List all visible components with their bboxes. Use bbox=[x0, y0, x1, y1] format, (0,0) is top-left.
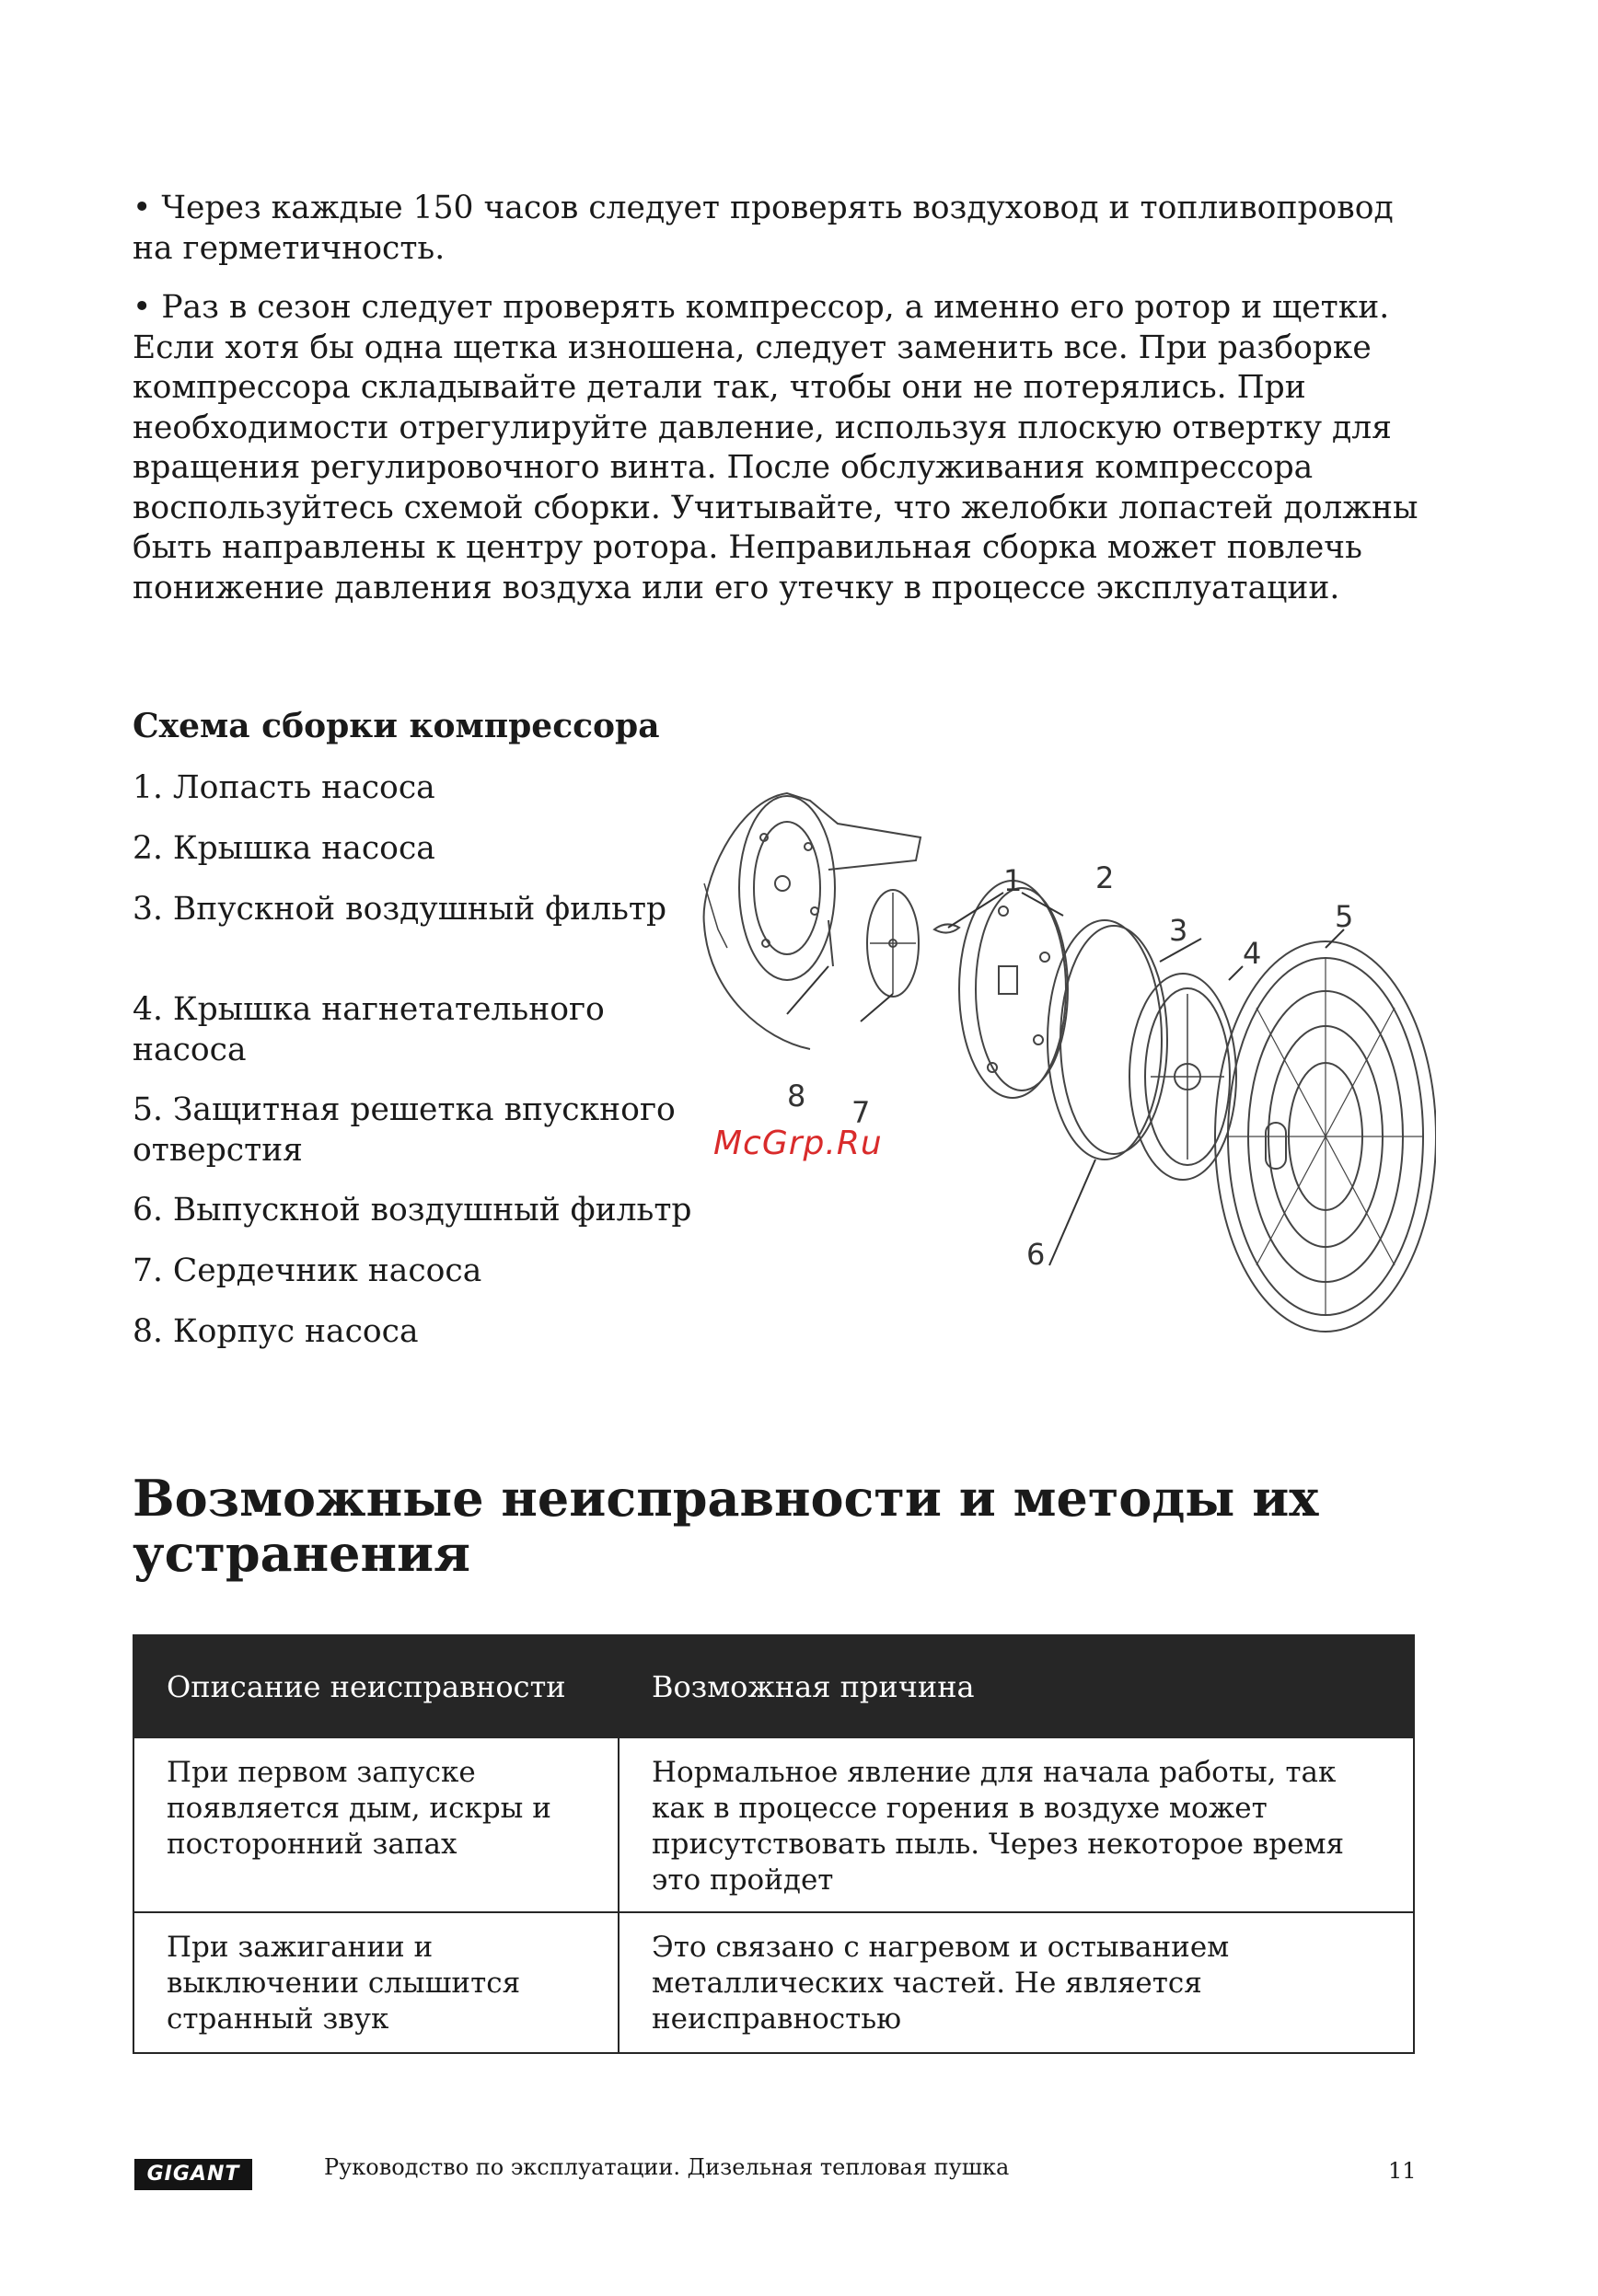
troubleshooting-table bbox=[133, 1634, 1415, 2054]
callout-2: 2 bbox=[1095, 860, 1115, 895]
footer-title: Руководство по эксплуатации. Дизельная тепловая пушка bbox=[324, 2154, 1010, 2180]
column-header-cause: Возможная причина bbox=[619, 1635, 1414, 1737]
parts-list-item: 6. Выпускной воздушный фильтр bbox=[133, 1192, 692, 1229]
pump-housing-drawing bbox=[704, 793, 921, 1049]
callout-5: 5 bbox=[1335, 899, 1354, 934]
callout-8: 8 bbox=[787, 1079, 806, 1113]
callout-1: 1 bbox=[1003, 863, 1023, 898]
table-header-row bbox=[133, 1635, 1414, 1737]
parts-list-item: 7. Сердечник насоса bbox=[133, 1252, 482, 1289]
troubleshooting-title: Возможные неисправности и методы их устранения bbox=[133, 1469, 1319, 1583]
parts-list-item: 5. Защитная решетка впускного отверстия bbox=[133, 1091, 676, 1169]
callout-4: 4 bbox=[1243, 936, 1262, 971]
maintenance-bullet-1: • Через каждые 150 часов следует проверять воздуховод и топливопровод на герметичность. bbox=[133, 190, 1394, 267]
callout-7: 7 bbox=[851, 1095, 871, 1130]
pump-cover-drawing bbox=[959, 881, 1068, 1098]
table-row bbox=[133, 1912, 1414, 2053]
parts-list-item: 3. Впускной воздушный фильтр bbox=[133, 891, 667, 928]
protective-grille-drawing bbox=[1215, 941, 1436, 1332]
pump-blade-drawing bbox=[934, 924, 959, 932]
outlet-filter-drawing bbox=[1048, 920, 1162, 1160]
compressor-assembly-diagram bbox=[700, 773, 1436, 1344]
callout-6: 6 bbox=[1026, 1237, 1046, 1272]
fault-description-cell: При первом запуске появляется дым, искры и посторонний запах bbox=[133, 1737, 619, 1912]
table-row bbox=[133, 1737, 1414, 1912]
parts-list-item: 2. Крышка насоса bbox=[133, 830, 435, 867]
assembly-title: Схема сборки компрессора bbox=[133, 707, 660, 745]
callout-3: 3 bbox=[1169, 913, 1188, 948]
fault-cause-cell: Нормальное явление для начала работы, так как в процессе горения в воздухе может присутствовать пыль. Через некоторое время это пройдет bbox=[619, 1737, 1414, 1912]
parts-list-item: 4. Крышка нагнетательного насоса bbox=[133, 991, 605, 1068]
parts-list-item: 8. Корпус насоса bbox=[133, 1313, 419, 1350]
watermark: McGrp.Ru bbox=[713, 1125, 883, 1162]
column-header-description: Описание неисправности bbox=[133, 1635, 619, 1737]
fault-description-cell: При зажигании и выключении слышится странный звук bbox=[133, 1912, 619, 2053]
brand-logo: GIGANT bbox=[134, 2159, 252, 2190]
pump-core-drawing bbox=[867, 890, 919, 997]
page-number: 11 bbox=[1388, 2158, 1417, 2184]
fault-cause-cell: Это связано с нагревом и остыванием металлических частей. Не является неисправностью bbox=[619, 1912, 1414, 2053]
maintenance-bullet-2: • Раз в сезон следует проверять компрессор, а именно его ротор и щетки. Если хотя бы одна щетка изношена, следует заменить все. При разборке компрессора складывайте детали так, чтобы они не потерялись. При необходимости отрегулируйте давление, используя плоскую отвертку для вращения регулировочного винта. После обслуживания компрессора воспользуйтесь схемой сборки. Учитывайте, что желобки лопастей должны быть направлены к центру ротора. Неправильная сборка может повлечь понижение давления воздуха или его утечку в процессе эксплуатации. bbox=[133, 289, 1419, 606]
parts-list-item: 1. Лопасть насоса bbox=[133, 769, 435, 806]
